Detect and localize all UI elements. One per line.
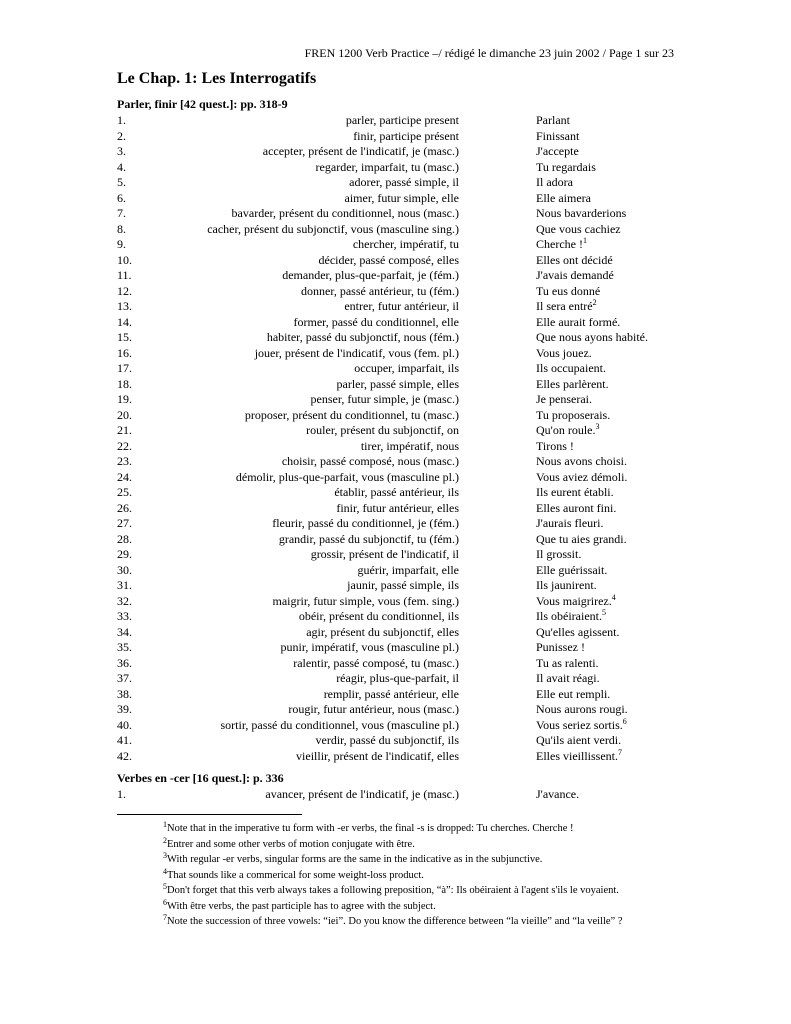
exercise-number: 31. bbox=[117, 578, 132, 592]
exercise-answer bbox=[536, 237, 587, 253]
exercise-row bbox=[117, 160, 677, 176]
section-heading-parler-finir: Parler, finir [42 quest.]: pp. 318-9 bbox=[117, 97, 288, 111]
exercise-answer-text: Que nous ayons habité. bbox=[536, 330, 648, 344]
exercise-answer bbox=[536, 346, 592, 362]
exercise-prompt: maigrir, futur simple, vous (fem. sing.) bbox=[272, 593, 459, 608]
exercise-row bbox=[117, 594, 677, 610]
exercise-number: 36. bbox=[117, 655, 132, 670]
exercise-row bbox=[117, 501, 677, 517]
exercise-row bbox=[117, 191, 677, 207]
footnote-text: Entrer and some other verbs of motion conjugate with être. bbox=[167, 838, 415, 850]
exercise-prompt: rougir, futur antérieur, nous (masc.) bbox=[288, 702, 459, 716]
exercise-answer-text: Ils jaunirent. bbox=[536, 578, 597, 592]
exercise-answer-text: Elles vieillissent. bbox=[536, 748, 618, 763]
exercise-number: 23. bbox=[117, 454, 132, 468]
exercise-answer bbox=[536, 175, 573, 191]
exercise-answer-text: Il avait réagi. bbox=[536, 671, 600, 685]
footnote-number: 1 bbox=[163, 820, 167, 829]
exercise-number: 38. bbox=[117, 686, 132, 701]
page-title: Le Chap. 1: Les Interrogatifs bbox=[117, 70, 317, 87]
exercise-prompt: jaunir, passé simple, ils bbox=[347, 578, 459, 592]
exercise-number: 37. bbox=[117, 671, 132, 685]
exercise-number: 40. bbox=[117, 717, 132, 732]
exercise-answer-text: Il sera entré bbox=[536, 299, 593, 313]
footnote-number: 5 bbox=[163, 882, 167, 891]
exercise-answer bbox=[536, 718, 627, 734]
exercise-row bbox=[117, 330, 677, 346]
section-heading-verbes-cer: Verbes en -cer [16 quest.]: p. 336 bbox=[117, 771, 284, 785]
exercise-number: 9. bbox=[117, 237, 126, 251]
exercise-prompt: habiter, passé du subjonctif, nous (fém.) bbox=[266, 330, 459, 344]
exercise-answer-text: Il adora bbox=[536, 175, 573, 189]
exercise-answer-text: Cherche ! bbox=[536, 237, 583, 251]
exercise-number: 4. bbox=[117, 159, 126, 174]
footnote bbox=[163, 914, 623, 930]
exercise-answer-text: Parlant bbox=[536, 113, 570, 127]
exercise-prompt: bavarder, présent du conditionnel, nous (masc.) bbox=[231, 206, 459, 220]
exercise-number: 13. bbox=[117, 299, 132, 313]
exercise-row bbox=[117, 547, 677, 563]
exercise-answer-text: Nous bavarderions bbox=[536, 206, 627, 220]
exercise-row bbox=[117, 516, 677, 532]
exercise-number: 25. bbox=[117, 485, 132, 499]
exercise-number: 2. bbox=[117, 128, 126, 143]
exercise-prompt: grandir, passé du subjonctif, tu (fém.) bbox=[278, 531, 459, 546]
exercise-row bbox=[117, 268, 677, 284]
exercise-row bbox=[117, 578, 677, 594]
exercise-row bbox=[117, 787, 677, 803]
exercise-prompt: parler, passé simple, elles bbox=[336, 376, 459, 391]
exercise-answer-text: Tu eus donné bbox=[536, 283, 601, 298]
exercise-answer bbox=[536, 268, 614, 284]
exercise-answer bbox=[536, 640, 585, 656]
exercise-answer-text: Elle eut rempli. bbox=[536, 686, 611, 701]
exercise-prompt: démolir, plus-que-parfait, vous (masculine pl.) bbox=[235, 469, 459, 484]
exercise-answer-text: Elles ont décidé bbox=[536, 252, 613, 267]
exercise-answer bbox=[536, 749, 622, 765]
exercise-answer bbox=[536, 361, 606, 377]
footnote-marker: 7 bbox=[618, 747, 622, 757]
footnote-number: 3 bbox=[163, 851, 167, 860]
exercise-answer bbox=[536, 392, 592, 408]
exercise-prompt: penser, futur simple, je (masc.) bbox=[310, 392, 459, 406]
exercise-answer-text: Vous jouez. bbox=[536, 345, 592, 360]
exercise-answer bbox=[536, 315, 620, 331]
exercise-answer-text: Vous maigrirez. bbox=[536, 593, 612, 608]
footnote bbox=[163, 852, 623, 868]
exercise-answer-text: J'avais demandé bbox=[536, 268, 614, 282]
exercise-answer-text: Ils eurent établi. bbox=[536, 485, 614, 499]
exercise-row bbox=[117, 625, 677, 641]
exercise-answer bbox=[536, 470, 627, 486]
exercise-answer-text: Que vous cachiez bbox=[536, 221, 621, 236]
exercise-answer bbox=[536, 532, 627, 548]
exercise-prompt: fleurir, passé du conditionnel, je (fém.) bbox=[272, 516, 459, 530]
exercise-answer bbox=[536, 687, 610, 703]
exercise-prompt: sortir, passé du conditionnel, vous (masculine pl.) bbox=[220, 717, 459, 732]
exercise-answer-text: Elles auront fini. bbox=[536, 500, 617, 515]
exercise-number: 8. bbox=[117, 221, 126, 236]
footnotes bbox=[163, 821, 623, 930]
exercise-answer-text: J'accepte bbox=[536, 144, 579, 158]
exercise-row bbox=[117, 315, 677, 331]
exercise-prompt: guérir, imparfait, elle bbox=[357, 562, 459, 577]
exercise-answer-text: Qu'on roule. bbox=[536, 423, 596, 437]
footnote-text: With regular -er verbs, singular forms are the same in the indicative as in the subjunctive. bbox=[167, 854, 543, 865]
exercise-answer bbox=[536, 609, 606, 625]
exercise-prompt: regarder, imparfait, tu (masc.) bbox=[315, 159, 459, 174]
exercise-answer-text: J'avance. bbox=[536, 787, 580, 801]
exercise-answer bbox=[536, 625, 619, 641]
exercise-row bbox=[117, 609, 677, 625]
exercise-answer bbox=[536, 454, 627, 470]
exercise-answer-text: Elle aurait formé. bbox=[536, 314, 621, 329]
exercise-prompt: ralentir, passé composé, tu (masc.) bbox=[293, 655, 459, 670]
exercise-answer bbox=[536, 160, 596, 176]
exercise-row bbox=[117, 532, 677, 548]
exercise-number: 42. bbox=[117, 748, 132, 763]
exercise-row bbox=[117, 144, 677, 160]
exercise-prompt: verdir, passé du subjonctif, ils bbox=[315, 733, 459, 747]
exercise-answer-text: Tu as ralenti. bbox=[536, 655, 599, 670]
page-header: FREN 1200 Verb Practice –/ rédigé le dimanche 23 juin 2002 / Page 1 sur 23 bbox=[304, 46, 674, 60]
exercise-answer bbox=[536, 594, 616, 610]
footnote-marker: 4 bbox=[611, 592, 616, 602]
exercise-answer bbox=[536, 547, 581, 563]
exercise-number: 22. bbox=[117, 438, 132, 453]
exercise-answer bbox=[536, 702, 628, 718]
footnote-text: Note the succession of three vowels: “iei”. Do you know the difference between “la vieille” and “la veille” ? bbox=[167, 916, 623, 927]
exercise-answer bbox=[536, 222, 621, 238]
exercise-answer bbox=[536, 656, 599, 672]
exercise-answer-text: Tu regardais bbox=[536, 159, 596, 174]
exercise-number: 34. bbox=[117, 624, 132, 639]
exercise-answer bbox=[536, 284, 600, 300]
exercise-prompt: punir, impératif, vous (masculine pl.) bbox=[280, 640, 459, 654]
exercise-number: 15. bbox=[117, 330, 132, 344]
footnote-marker: 5 bbox=[601, 608, 606, 617]
exercise-row bbox=[117, 408, 677, 424]
footnote bbox=[163, 883, 623, 899]
exercise-number: 12. bbox=[117, 283, 132, 298]
exercise-list bbox=[117, 113, 677, 764]
exercise-answer-text: Que tu aies grandi. bbox=[536, 531, 627, 546]
exercise-answer-text: Qu'elles agissent. bbox=[536, 624, 620, 639]
exercise-row bbox=[117, 733, 677, 749]
exercise-answer-text: Nous avons choisi. bbox=[536, 454, 627, 468]
exercise-answer bbox=[536, 129, 579, 145]
exercise-answer-text: Tirons ! bbox=[536, 438, 574, 453]
exercise-answer bbox=[536, 578, 597, 594]
exercise-prompt: vieillir, présent de l'indicatif, elles bbox=[296, 748, 459, 763]
exercise-row bbox=[117, 206, 677, 222]
exercise-number: 14. bbox=[117, 314, 132, 329]
exercise-answer-text: Vous aviez démoli. bbox=[536, 469, 628, 484]
exercise-prompt: finir, futur antérieur, elles bbox=[336, 500, 459, 515]
footnote-marker: 2 bbox=[592, 298, 597, 307]
exercise-answer bbox=[536, 516, 603, 532]
exercise-number: 29. bbox=[117, 547, 132, 561]
exercise-row bbox=[117, 470, 677, 486]
exercise-answer bbox=[536, 144, 579, 160]
exercise-answer bbox=[536, 408, 610, 424]
footnote bbox=[163, 837, 623, 853]
exercise-number: 11. bbox=[117, 268, 132, 282]
exercise-number: 20. bbox=[117, 407, 132, 422]
exercise-answer bbox=[536, 423, 599, 439]
exercise-prompt: proposer, présent du conditionnel, tu (masc.) bbox=[244, 407, 459, 422]
footnote-text: Note that in the imperative tu form with -er verbs, the final -s is dropped: Tu cherches. Cherche ! bbox=[167, 823, 574, 834]
exercise-row bbox=[117, 671, 677, 687]
exercise-prompt: choisir, passé composé, nous (masc.) bbox=[281, 454, 459, 468]
exercise-prompt: adorer, passé simple, il bbox=[349, 175, 459, 189]
footnote bbox=[163, 899, 623, 915]
exercise-answer-text: Qu'ils aient verdi. bbox=[536, 733, 622, 747]
exercise-answer bbox=[536, 191, 591, 207]
exercise-answer-text: Il grossit. bbox=[536, 547, 582, 561]
exercise-number: 33. bbox=[117, 609, 132, 623]
exercise-prompt: jouer, présent de l'indicatif, vous (fem. pl.) bbox=[254, 345, 459, 360]
exercise-answer bbox=[536, 113, 570, 129]
exercise-number: 10. bbox=[117, 252, 132, 267]
exercise-number: 21. bbox=[117, 423, 132, 437]
exercise-answer-text: Nous aurons rougi. bbox=[536, 702, 628, 716]
exercise-answer-text: Je penserai. bbox=[536, 392, 592, 406]
exercise-answer bbox=[536, 253, 613, 269]
exercise-answer bbox=[536, 733, 621, 749]
exercise-prompt: finir, participe présent bbox=[353, 128, 459, 143]
exercise-answer bbox=[536, 330, 648, 346]
exercise-prompt: agir, présent du subjonctif, elles bbox=[306, 624, 459, 639]
footnote-number: 4 bbox=[163, 866, 167, 876]
exercise-row bbox=[117, 640, 677, 656]
exercise-answer-text: Elles parlèrent. bbox=[536, 376, 609, 391]
exercise-number: 28. bbox=[117, 531, 132, 546]
exercise-prompt: obéir, présent du conditionnel, ils bbox=[298, 609, 459, 623]
exercise-answer bbox=[536, 377, 609, 393]
exercise-row bbox=[117, 563, 677, 579]
footnote bbox=[163, 868, 623, 884]
exercise-answer bbox=[536, 787, 579, 803]
exercise-answer bbox=[536, 501, 616, 517]
exercise-number: 39. bbox=[117, 702, 132, 716]
exercise-answer-text: Vous seriez sortis. bbox=[536, 717, 623, 732]
exercise-prompt: décider, passé composé, elles bbox=[318, 252, 459, 267]
exercise-number: 16. bbox=[117, 345, 132, 360]
exercise-prompt: parler, participe present bbox=[345, 113, 459, 127]
footnote-number: 6 bbox=[163, 897, 167, 907]
exercise-answer-text: Punissez ! bbox=[536, 640, 585, 654]
exercise-row bbox=[117, 284, 677, 300]
exercise-prompt: entrer, futur antérieur, il bbox=[344, 299, 459, 313]
exercise-number: 24. bbox=[117, 469, 132, 484]
exercise-row bbox=[117, 377, 677, 393]
exercise-prompt: établir, passé antérieur, ils bbox=[334, 485, 459, 499]
exercise-prompt: demander, plus-que-parfait, je (fém.) bbox=[282, 268, 459, 282]
exercise-number: 18. bbox=[117, 376, 132, 391]
exercise-answer-text: Elle aimera bbox=[536, 190, 591, 205]
footnote-marker: 3 bbox=[595, 422, 600, 431]
exercise-prompt: grossir, présent de l'indicatif, il bbox=[310, 547, 459, 561]
exercise-prompt: remplir, passé antérieur, elle bbox=[323, 686, 459, 701]
exercise-row bbox=[117, 749, 677, 765]
exercise-number: 32. bbox=[117, 593, 132, 608]
exercise-answer-text: J'aurais fleuri. bbox=[536, 516, 604, 530]
footnote-text: Don't forget that this verb always takes a following preposition, “à”: Ils obéiraient à l'agent s'ils le voyaient. bbox=[167, 885, 619, 896]
exercise-number: 26. bbox=[117, 500, 132, 515]
exercise-prompt: occuper, imparfait, ils bbox=[354, 361, 459, 375]
exercise-row bbox=[117, 454, 677, 470]
exercise-row bbox=[117, 392, 677, 408]
exercise-answer bbox=[536, 299, 597, 315]
exercise-row bbox=[117, 175, 677, 191]
exercise-prompt: donner, passé antérieur, tu (fém.) bbox=[301, 283, 459, 298]
exercise-row bbox=[117, 423, 677, 439]
exercise-row bbox=[117, 702, 677, 718]
exercise-answer-text: Tu proposerais. bbox=[536, 407, 611, 422]
footnote-marker: 1 bbox=[582, 236, 587, 245]
exercise-prompt: cacher, présent du subjonctif, vous (masculine sing.) bbox=[207, 221, 459, 236]
exercise-row bbox=[117, 439, 677, 455]
exercise-row bbox=[117, 237, 677, 253]
footnote-marker: 6 bbox=[622, 716, 627, 726]
exercise-answer-text: Ils occupaient. bbox=[536, 361, 606, 375]
footnote-text: With être verbs, the past participle has to agree with the subject. bbox=[167, 900, 436, 912]
exercise-number: 17. bbox=[117, 361, 132, 375]
exercise-row bbox=[117, 299, 677, 315]
exercise-number: 35. bbox=[117, 640, 132, 654]
exercise-answer bbox=[536, 563, 607, 579]
exercise-row bbox=[117, 656, 677, 672]
footnote-separator bbox=[117, 814, 302, 815]
footnote-number: 2 bbox=[163, 835, 167, 845]
exercise-number: 19. bbox=[117, 392, 132, 406]
exercise-row bbox=[117, 687, 677, 703]
footnote-text: That sounds like a commerical for some weight-loss product. bbox=[167, 869, 424, 881]
exercise-answer-text: Elle guérissait. bbox=[536, 562, 608, 577]
exercise-answer-text: Finissant bbox=[536, 128, 580, 143]
exercise-row bbox=[117, 113, 677, 129]
exercise-answer bbox=[536, 671, 600, 687]
exercise-answer bbox=[536, 439, 574, 455]
exercise-number: 1. bbox=[117, 113, 126, 127]
exercise-list bbox=[117, 787, 677, 803]
exercise-row bbox=[117, 718, 677, 734]
exercise-row bbox=[117, 222, 677, 238]
footnote-number: 7 bbox=[163, 913, 167, 922]
exercise-number: 1. bbox=[117, 787, 126, 801]
exercise-prompt: aimer, futur simple, elle bbox=[344, 190, 459, 205]
exercise-number: 6. bbox=[117, 190, 126, 205]
exercise-prompt: réagir, plus-que-parfait, il bbox=[336, 671, 459, 685]
exercise-row bbox=[117, 253, 677, 269]
exercise-row bbox=[117, 485, 677, 501]
exercise-row bbox=[117, 129, 677, 145]
exercise-number: 30. bbox=[117, 562, 132, 577]
exercise-row bbox=[117, 346, 677, 362]
exercise-number: 5. bbox=[117, 175, 126, 189]
exercise-prompt: rouler, présent du subjonctif, on bbox=[306, 423, 459, 437]
exercise-prompt: accepter, présent de l'indicatif, je (masc.) bbox=[262, 144, 459, 158]
exercise-number: 41. bbox=[117, 733, 132, 747]
exercise-prompt: former, passé du conditionnel, elle bbox=[293, 314, 459, 329]
exercise-number: 27. bbox=[117, 516, 132, 530]
exercise-prompt: tirer, impératif, nous bbox=[360, 438, 459, 453]
exercise-number: 3. bbox=[117, 144, 126, 158]
footnote bbox=[163, 821, 623, 837]
exercise-answer bbox=[536, 485, 614, 501]
exercise-answer bbox=[536, 206, 626, 222]
exercise-prompt: avancer, présent de l'indicatif, je (masc.) bbox=[265, 787, 459, 801]
exercise-number: 7. bbox=[117, 206, 126, 220]
exercise-prompt: chercher, impératif, tu bbox=[352, 237, 459, 251]
exercise-row bbox=[117, 361, 677, 377]
exercise-answer-text: Ils obéiraient. bbox=[536, 609, 602, 623]
